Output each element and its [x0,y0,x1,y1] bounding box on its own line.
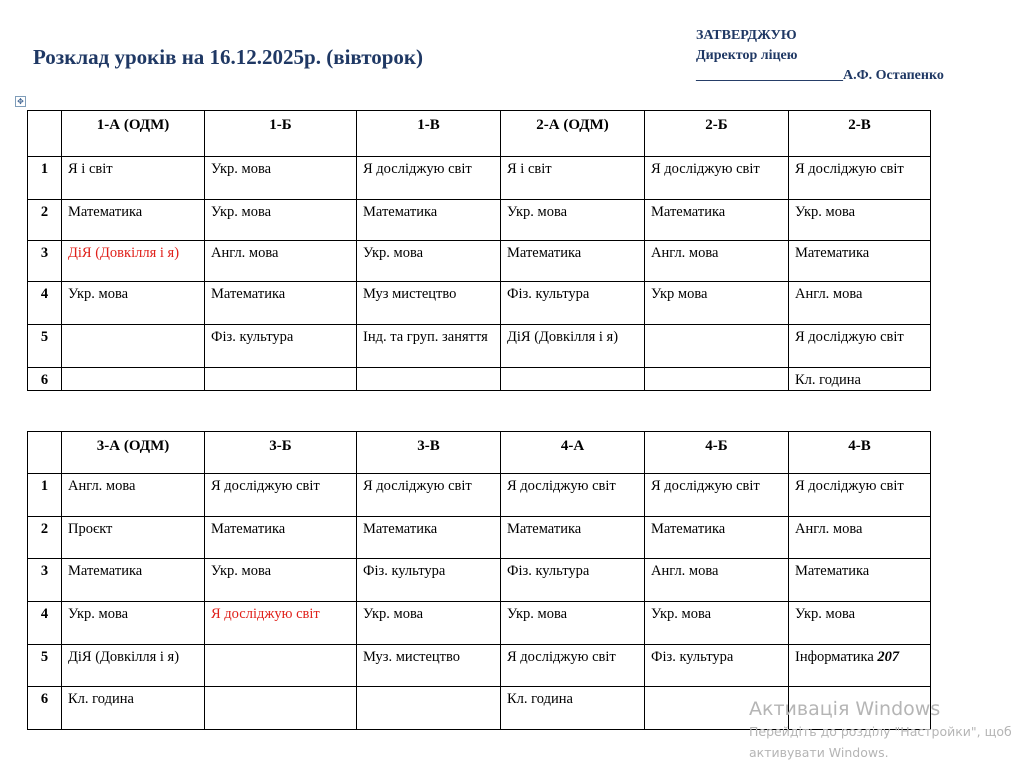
lesson-cell: Укр. мова [789,602,931,645]
lesson-cell-highlighted: ДіЯ (Довкілля і я) [62,241,205,282]
lesson-cell: Я досліджую світ [645,157,789,200]
lesson-cell: Я досліджую світ [789,157,931,200]
lesson-cell: Англ. мова [645,559,789,602]
lesson-cell [62,325,205,368]
windows-activation-watermark-title: Активація Windows [749,698,941,720]
lesson-cell: Англ. мова [62,474,205,517]
lesson-cell: Математика [789,241,931,282]
lesson-cell: Я досліджую світ [357,474,501,517]
lesson-cell: Укр. мова [205,200,357,241]
column-header: 1-А (ОДМ) [62,111,205,157]
lesson-cell: Я досліджую світ [205,474,357,517]
table-row [28,517,931,559]
lesson-cell: Я досліджую світ [501,645,645,687]
lesson-cell: Муз. мистецтво [357,645,501,687]
lesson-number: 5 [28,325,62,368]
lesson-number: 1 [28,474,62,517]
column-header: 4-Б [645,432,789,474]
lesson-cell: Математика [205,517,357,559]
lesson-cell: Я досліджую світ [501,474,645,517]
lesson-cell: Муз мистецтво [357,282,501,325]
lesson-cell: Укр. мова [205,559,357,602]
lesson-cell: Математика [645,517,789,559]
director-label: Директор ліцею [696,48,798,63]
column-header: 2-Б [645,111,789,157]
lesson-cell: Англ. мова [789,282,931,325]
windows-activation-watermark-text: активувати Windows. [749,745,889,760]
room-number: 207 [877,649,900,665]
table-row [28,241,931,282]
lesson-cell: Укр. мова [62,602,205,645]
table-row [28,282,931,325]
column-header: 2-В [789,111,931,157]
lesson-cell: Фіз. культура [205,325,357,368]
lesson-cell: Я досліджую світ [789,325,931,368]
lesson-cell: Укр. мова [62,282,205,325]
lesson-cell [645,325,789,368]
lesson-cell: Фіз. культура [501,282,645,325]
schedule-table-grades-3-4 [27,431,931,730]
lesson-cell: ДіЯ (Довкілля і я) [501,325,645,368]
signature-line: _____________________А.Ф. Остапенко [696,68,944,83]
lesson-cell: Кл. година [789,368,931,391]
lesson-cell: Укр. мова [501,602,645,645]
lesson-text: Інформатика [795,649,878,665]
lesson-number: 3 [28,559,62,602]
lesson-cell-highlighted: Я досліджую світ [205,602,357,645]
lesson-cell [501,368,645,391]
lesson-cell: Інд. та груп. заняття [357,325,501,368]
lesson-cell: Математика [357,200,501,241]
lesson-cell: Проєкт [62,517,205,559]
lesson-cell: Укр. мова [501,200,645,241]
lesson-number: 3 [28,241,62,282]
table-row [28,645,931,687]
table-row [28,325,931,368]
lesson-cell: Я і світ [501,157,645,200]
table-move-handle-icon[interactable]: ✥ [15,96,26,107]
page-title: Розклад уроків на 16.12.2025р. (вівторок) [33,45,424,69]
column-header: 1-В [357,111,501,157]
approval-block [696,26,944,86]
lesson-cell: Укр. мова [357,602,501,645]
lesson-cell: Я досліджую світ [645,474,789,517]
table-row [28,157,931,200]
windows-activation-watermark-text: Перейдіть до розділу "Настройки", щоб [749,724,1012,739]
lesson-cell: Я досліджую світ [789,474,931,517]
lesson-cell: Математика [501,517,645,559]
corner-cell [28,432,62,474]
column-header: 3-В [357,432,501,474]
approve-label: ЗАТВЕРДЖУЮ [696,28,797,43]
lesson-number: 4 [28,282,62,325]
table-header-row [28,432,931,474]
lesson-cell: ДіЯ (Довкілля і я) [62,645,205,687]
lesson-cell: Укр. мова [645,602,789,645]
lesson-number: 4 [28,602,62,645]
table-row [28,200,931,241]
column-header: 4-В [789,432,931,474]
lesson-cell: Я і світ [62,157,205,200]
table-header-row [28,111,931,157]
lesson-cell [205,368,357,391]
lesson-number: 5 [28,645,62,687]
lesson-cell: Фіз. культура [357,559,501,602]
lesson-cell [789,645,931,687]
lesson-cell: Укр. мова [357,241,501,282]
lesson-number: 6 [28,368,62,391]
lesson-cell: Укр мова [645,282,789,325]
lesson-number: 1 [28,157,62,200]
lesson-cell: Математика [62,200,205,241]
lesson-cell: Математика [62,559,205,602]
lesson-cell: Фіз. культура [501,559,645,602]
lesson-cell: Фіз. культура [645,645,789,687]
schedule-table-grades-1-2 [27,110,931,391]
lesson-cell [205,645,357,687]
table-row [28,474,931,517]
table-row [28,368,931,391]
lesson-cell: Математика [645,200,789,241]
lesson-cell [357,368,501,391]
lesson-number: 2 [28,517,62,559]
column-header: 3-Б [205,432,357,474]
lesson-cell: Кл. година [501,687,645,730]
lesson-cell: Математика [357,517,501,559]
lesson-number: 6 [28,687,62,730]
corner-cell [28,111,62,157]
lesson-cell [205,687,357,730]
lesson-cell [62,368,205,391]
lesson-cell: Англ. мова [645,241,789,282]
column-header: 3-А (ОДМ) [62,432,205,474]
table-row [28,559,931,602]
lesson-cell: Укр. мова [205,157,357,200]
lesson-cell: Я досліджую світ [357,157,501,200]
table-row [28,602,931,645]
lesson-cell: Укр. мова [789,200,931,241]
lesson-cell [645,368,789,391]
lesson-number: 2 [28,200,62,241]
lesson-cell: Англ. мова [205,241,357,282]
lesson-cell: Англ. мова [789,517,931,559]
lesson-cell: Кл. година [62,687,205,730]
lesson-cell: Математика [205,282,357,325]
column-header: 4-А [501,432,645,474]
lesson-cell [357,687,501,730]
column-header: 1-Б [205,111,357,157]
column-header: 2-А (ОДМ) [501,111,645,157]
lesson-cell: Математика [789,559,931,602]
lesson-cell: Математика [501,241,645,282]
